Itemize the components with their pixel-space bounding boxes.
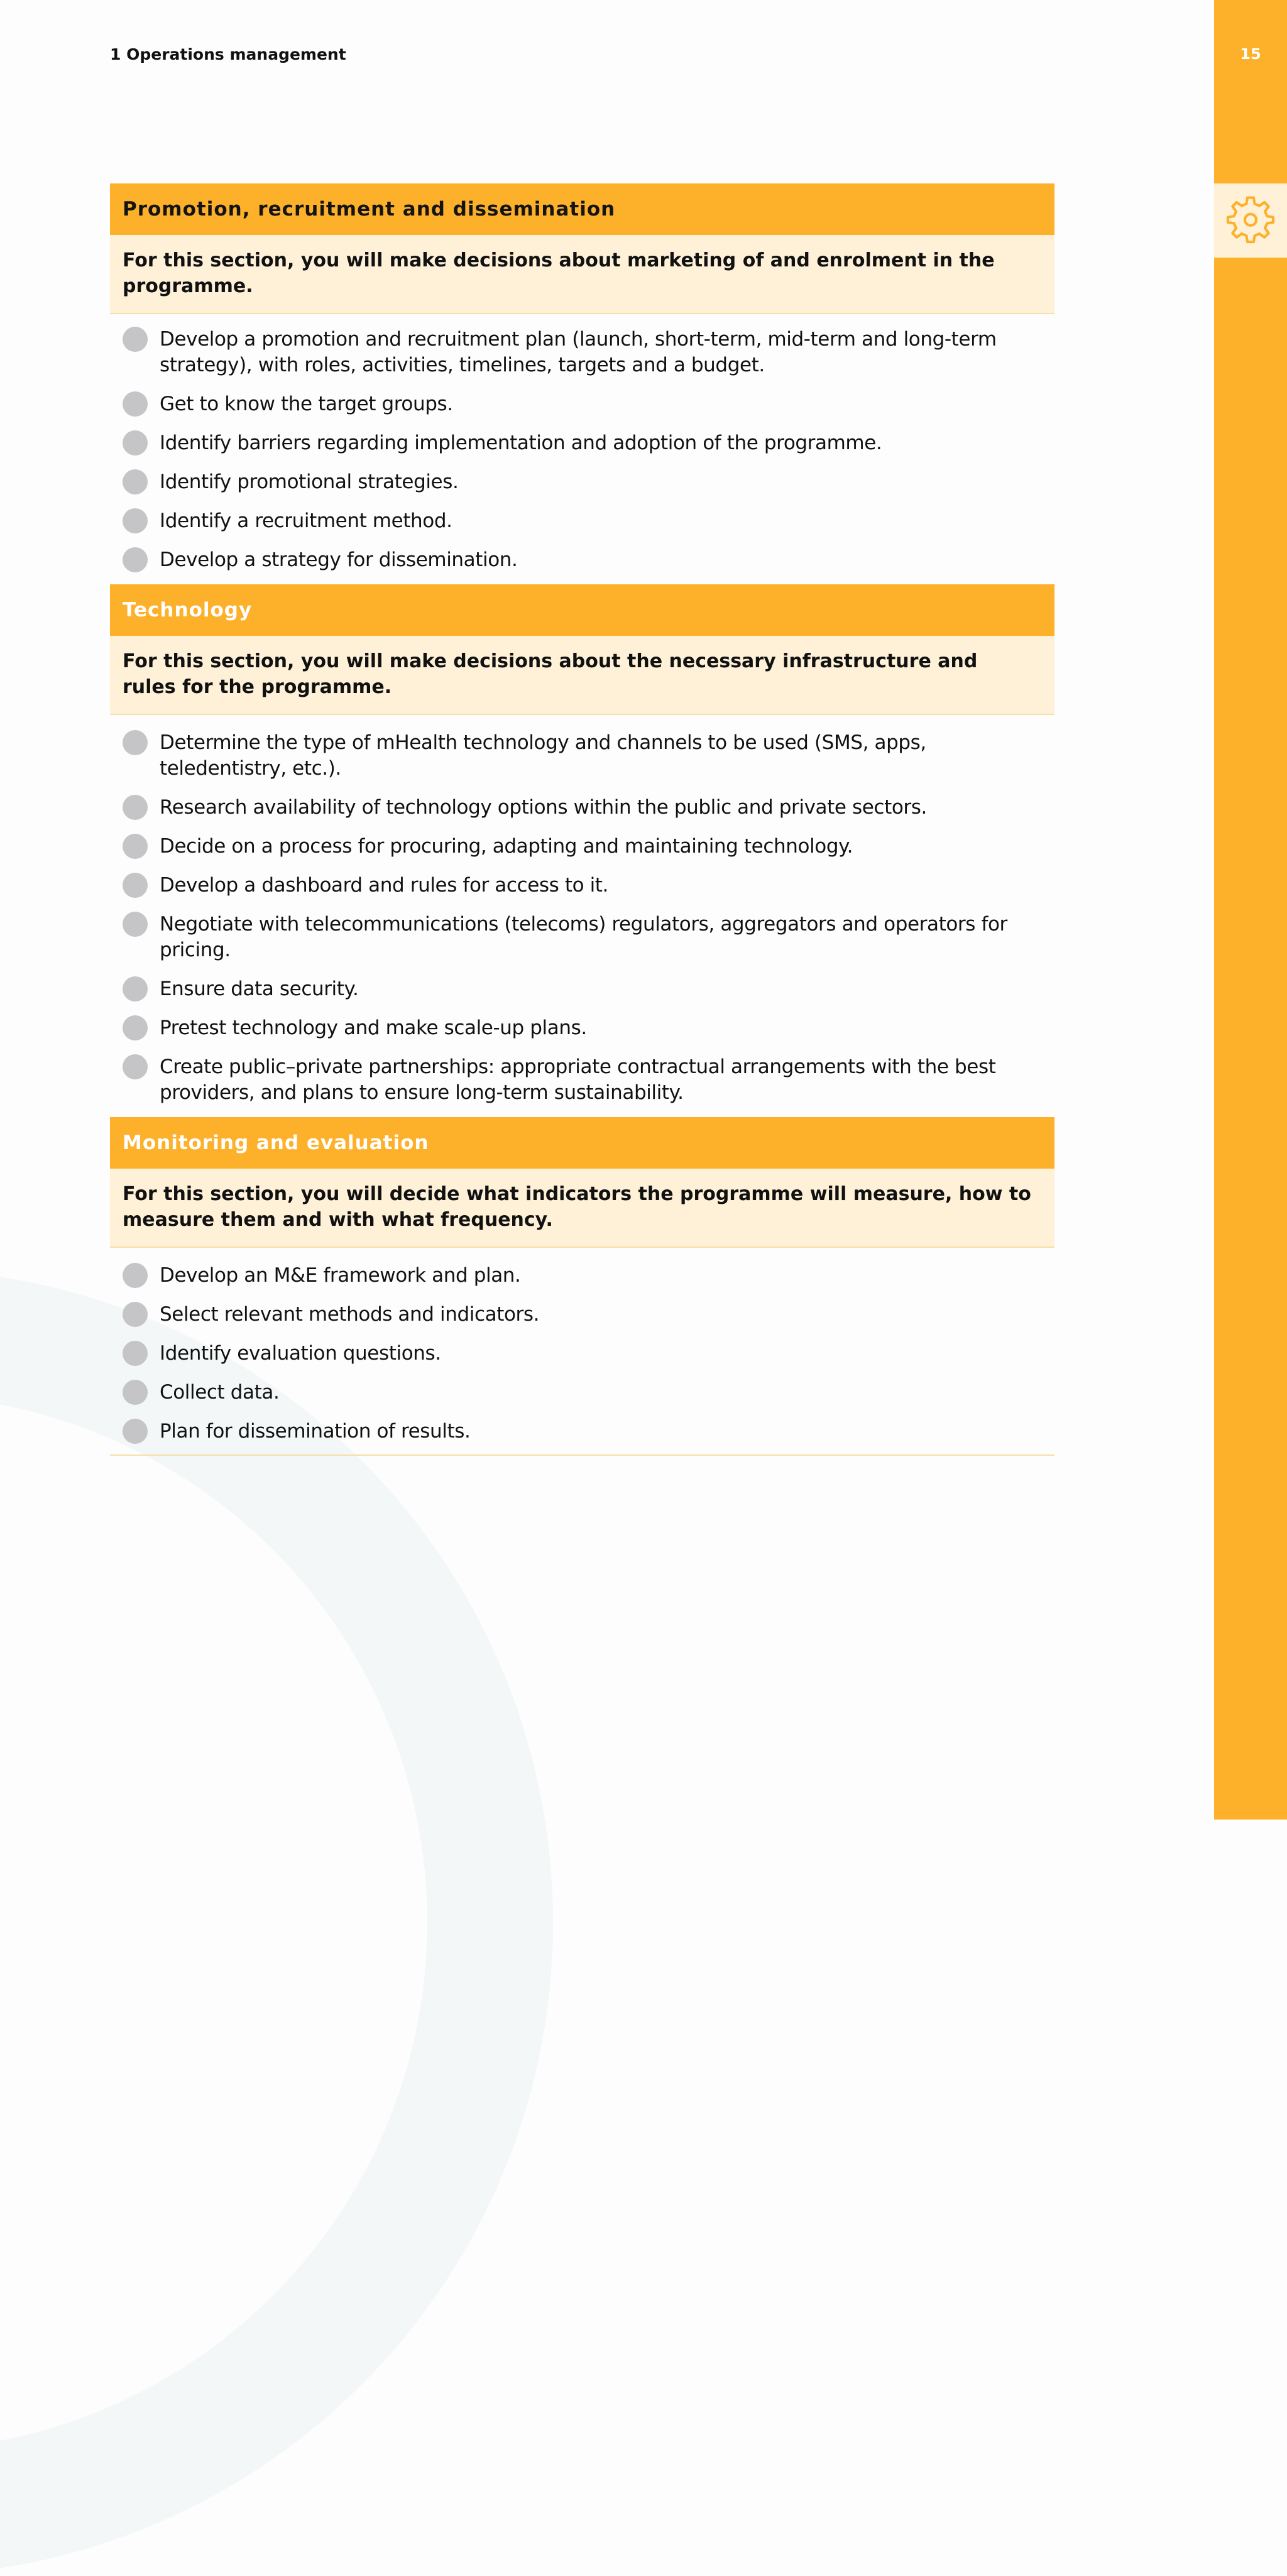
checklist-item-text: Collect data. bbox=[160, 1381, 280, 1404]
bullet-circle-icon bbox=[123, 1015, 148, 1040]
section-title: Monitoring and evaluation bbox=[110, 1117, 1054, 1169]
checklist-item bbox=[110, 834, 1054, 860]
bullet-circle-icon bbox=[123, 327, 148, 352]
checklist bbox=[110, 1248, 1054, 1456]
bullet-circle-icon bbox=[123, 1380, 148, 1405]
bullet-circle-icon bbox=[123, 1341, 148, 1366]
bullet-circle-icon bbox=[123, 469, 148, 494]
bullet-circle-icon bbox=[123, 730, 148, 755]
checklist-item bbox=[110, 795, 1054, 821]
checklist-item bbox=[110, 976, 1054, 1002]
checklist-item bbox=[110, 912, 1054, 963]
checklist-item-text: Identify evaluation questions. bbox=[160, 1342, 441, 1365]
checklist-item bbox=[110, 469, 1054, 495]
checklist-item-text: Create public–private partnerships: appropriate contractual arrangements with the best providers, and plans to ensure long-term sustainability. bbox=[160, 1056, 996, 1104]
checklist bbox=[110, 715, 1054, 1117]
section-title: Technology bbox=[110, 584, 1054, 636]
checklist-item bbox=[110, 430, 1054, 456]
checklist-item-text: Identify barriers regarding implementation and adoption of the programme. bbox=[160, 432, 882, 454]
section-title: Promotion, recruitment and dissemination bbox=[110, 183, 1054, 235]
checklist-item bbox=[110, 1263, 1054, 1289]
checklist-item bbox=[110, 1380, 1054, 1405]
checklist-item-text: Develop a promotion and recruitment plan (launch, short-term, mid-term and long-term strategy), with roles, activities, timelines, targets and a budget. bbox=[160, 328, 997, 376]
bullet-circle-icon bbox=[123, 873, 148, 898]
bullet-circle-icon bbox=[123, 430, 148, 456]
section-intro: For this section, you will make decisions about the necessary infrastructure and rules for the programme. bbox=[110, 636, 1054, 715]
checklist-item bbox=[110, 730, 1054, 782]
section-promotion bbox=[110, 183, 1054, 584]
checklist-item-text: Plan for dissemination of results. bbox=[160, 1420, 471, 1443]
checklist-item bbox=[110, 391, 1054, 417]
section-intro: For this section, you will decide what indicators the programme will measure, how to measure them and with what frequency. bbox=[110, 1169, 1054, 1248]
checklist-item-text: Determine the type of mHealth technology and channels to be used (SMS, apps, teledentistry, etc.). bbox=[160, 731, 926, 780]
bullet-circle-icon bbox=[123, 1263, 148, 1288]
checklist-item bbox=[110, 1054, 1054, 1106]
bullet-circle-icon bbox=[123, 391, 148, 417]
running-head: 1 Operations management bbox=[110, 45, 346, 63]
checklist-item bbox=[110, 1341, 1054, 1367]
section-technology bbox=[110, 584, 1054, 1117]
checklist-item bbox=[110, 1015, 1054, 1041]
bullet-circle-icon bbox=[123, 547, 148, 572]
bullet-circle-icon bbox=[123, 976, 148, 1001]
checklist-item bbox=[110, 547, 1054, 573]
checklist-item bbox=[110, 327, 1054, 378]
checklist-item-text: Research availability of technology options within the public and private sectors. bbox=[160, 796, 927, 819]
bullet-circle-icon bbox=[123, 1419, 148, 1444]
checklist-content bbox=[110, 183, 1054, 1456]
checklist-item-text: Develop a dashboard and rules for access to it. bbox=[160, 874, 609, 897]
bullet-circle-icon bbox=[123, 912, 148, 937]
checklist-item-text: Select relevant methods and indicators. bbox=[160, 1303, 540, 1326]
checklist-item bbox=[110, 1419, 1054, 1444]
bullet-circle-icon bbox=[123, 834, 148, 859]
checklist bbox=[110, 314, 1054, 584]
page-number: 15 bbox=[1240, 45, 1261, 63]
bullet-circle-icon bbox=[123, 795, 148, 820]
bullet-circle-icon bbox=[123, 1054, 148, 1079]
checklist-item-text: Get to know the target groups. bbox=[160, 393, 453, 415]
checklist-item-text: Decide on a process for procuring, adapting and maintaining technology. bbox=[160, 835, 853, 858]
checklist-item-text: Develop a strategy for dissemination. bbox=[160, 548, 518, 571]
section-monitoring-evaluation bbox=[110, 1117, 1054, 1456]
checklist-item-text: Pretest technology and make scale-up plans. bbox=[160, 1017, 587, 1039]
checklist-item bbox=[110, 873, 1054, 898]
checklist-item-text: Develop an M&E framework and plan. bbox=[160, 1264, 521, 1287]
bullet-circle-icon bbox=[123, 1302, 148, 1327]
checklist-item-text: Negotiate with telecommunications (telecoms) regulators, aggregators and operators for pricing. bbox=[160, 913, 1007, 961]
gear-icon bbox=[1225, 194, 1276, 248]
checklist-item bbox=[110, 508, 1054, 534]
checklist-item-text: Identify promotional strategies. bbox=[160, 471, 459, 493]
background-arc-decoration bbox=[0, 1269, 553, 2576]
bullet-circle-icon bbox=[123, 508, 148, 533]
checklist-item-text: Ensure data security. bbox=[160, 978, 359, 1000]
side-color-bar bbox=[1214, 0, 1287, 1820]
section-intro: For this section, you will make decisions about marketing of and enrolment in the programme. bbox=[110, 235, 1054, 314]
checklist-item bbox=[110, 1302, 1054, 1328]
checklist-item-text: Identify a recruitment method. bbox=[160, 510, 452, 532]
chapter-icon-box bbox=[1214, 183, 1287, 258]
